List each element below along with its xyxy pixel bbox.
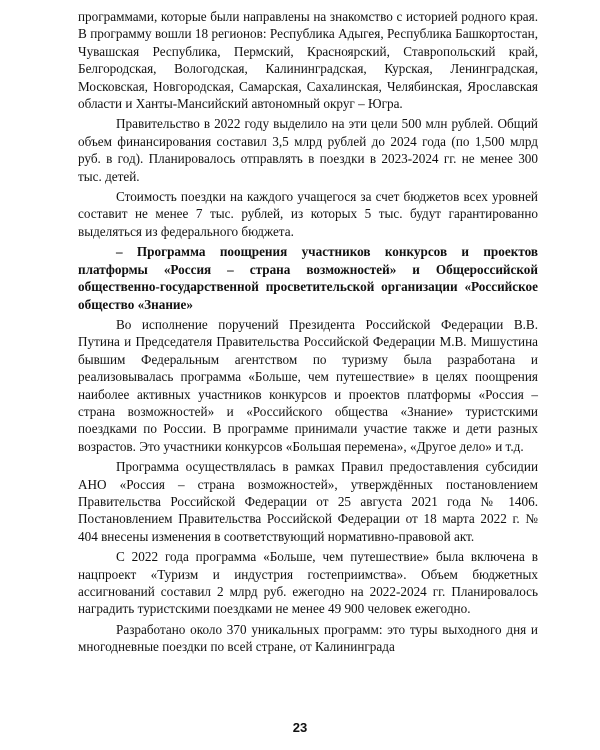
page-number: 23 xyxy=(292,720,308,735)
paragraph-regions: программами, которые были направлены на знакомство с историей родного края. В программу вошли 18 регионов: Республика Адыгея, Республика Башкортостан, Чувашская Республика, Пермский, Красноярский, Ставропольский край, Белгородская, Вологодская, Калининградская, Курская, Ленинградская, Московская, Новгородская, Самарская, Сахалинская, Челябинская, Ярославская области и Ханты-Мансийский автономный округ – Югра. xyxy=(78,9,538,112)
paragraph-program-origin: Во исполнение поручений Президента Российской Федерации В.В. Путина и Председателя Правительства Российской Федерации М.В. Мишустина бывшим Федеральным агентством по туризму была разработана и реализовывалась программа «Больше, чем путешествие» в целях поощрения наиболее активных участников конкурсов и проектов платформы «Россия – страна возможностей» и «Российского общества «Знание» туристскими поездками по России. В программе принимали участие также и дети разных возрастов. Это участники конкурсов «Большая перемена», «Другое дело» и т.д. xyxy=(78,316,538,454)
paragraph-funding: Правительство в 2022 году выделило на эти цели 500 млн рублей. Общий объем финансирования составил 3,5 млрд рублей до 2024 года (по 1,500 млрд руб. в год). Планировалось отправлять в поездки в 2023-2024 гг. не менее 300 тыс. детей. xyxy=(78,116,538,184)
paragraph-programs-count: Разработано около 370 уникальных программ: это туры выходного дня и многодневные поездки по всей стране, от Калининграда xyxy=(78,621,538,655)
paragraph-trip-cost: Стоимость поездки на каждого учащегося за счет бюджетов всех уровней составит не менее 7 тыс. рублей, из которых 5 тыс. будут гарантированно выделяться из федерального бюджета. xyxy=(78,189,538,239)
paragraph-legal-basis: Программа осуществлялась в рамках Правил предоставления субсидии АНО «Россия – страна возможностей», утверждённых постановлением Правительства Российской Федерации от 25 августа 2021 года № 1406. Постановлением Правительства Российской Федерации от 18 марта 2022 г. № 404 внесены изменения в соответствующий нормативно-правовой акт. xyxy=(78,459,538,544)
paragraph-national-project: С 2022 года программа «Больше, чем путешествие» была включена в нацпроект «Туризм и индустрия гостеприимства». Объем бюджетных ассигнований составил 2 млрд руб. ежегодно на 2022-2024 гг. Планировалось наградить туристскими поездками не менее 49 900 человек ежегодно. xyxy=(78,549,538,617)
section-heading: – Программа поощрения участников конкурсов и проектов платформы «Россия – страна возможностей» и Общероссийской общественно-государственной просветительской организации «Российское общество «Знание» xyxy=(78,244,538,312)
